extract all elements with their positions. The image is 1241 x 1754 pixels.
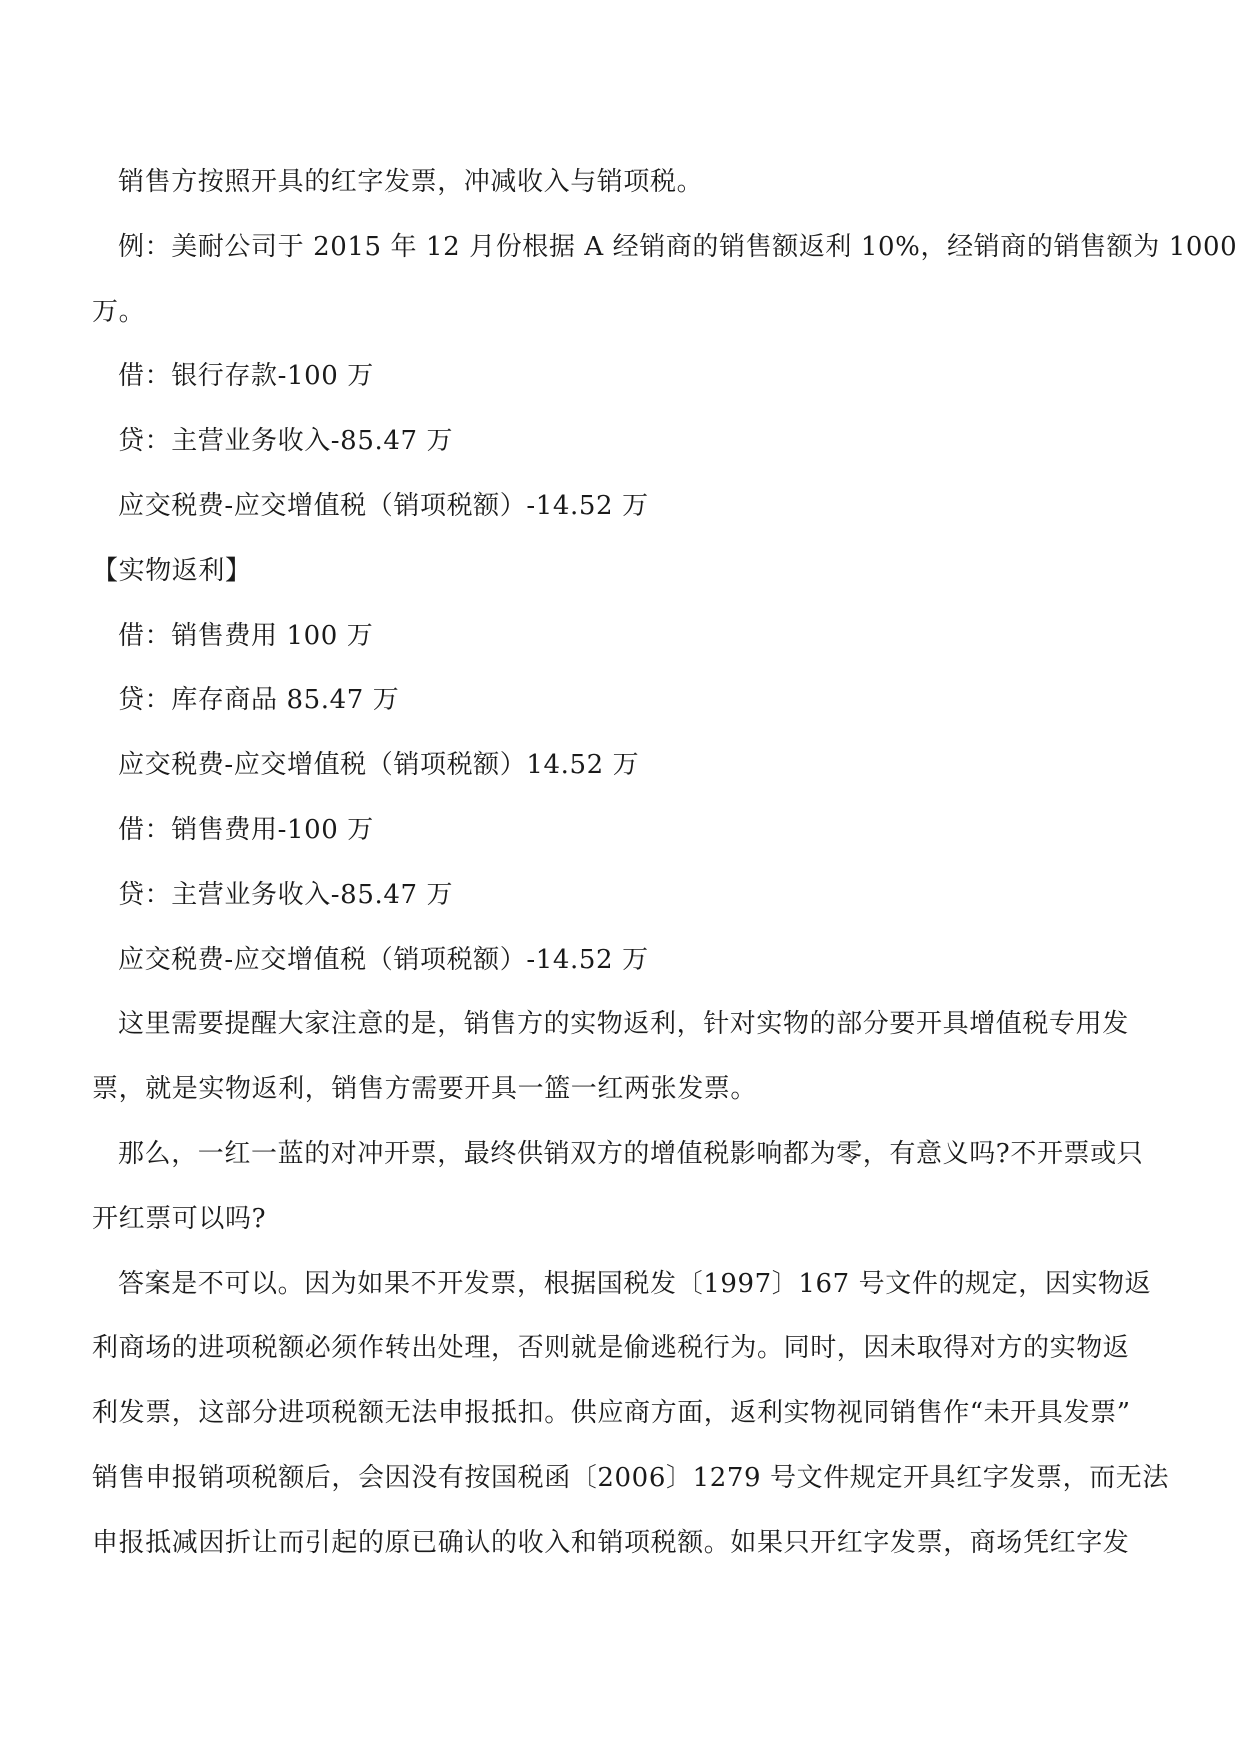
paragraph-line: 申报抵减因折让而引起的原已确认的收入和销项税额。如果只开红字发票，商场凭红字发 [92,1527,1130,1558]
journal-entry-credit [92,863,1149,928]
paragraph-line: 应交税费-应交增值税（销项税额）-14.52 万 [118,490,649,521]
paragraph-line: 贷：主营业务收入-85.47 万 [118,879,454,910]
journal-entry-tax [92,474,1149,539]
journal-entry-credit [92,409,1149,474]
journal-entry-debit [92,798,1149,863]
journal-entry-credit [92,668,1149,733]
paragraph-line: 销售方按照开具的红字发票，冲减收入与销项税。 [118,167,704,197]
paragraph-line: 万。 [92,296,146,327]
paragraph-line: 利发票，这部分进项税额无法申报抵扣。供应商方面，返利实物视同销售作“未开具发票” [92,1398,1131,1429]
paragraph-line: 开红票可以吗? [92,1203,267,1234]
paragraph-line: 应交税费-应交增值税（销项税额）14.52 万 [118,750,640,781]
paragraph-line: 这里需要提醒大家注意的是，销售方的实物返利，针对实物的部分要开具增值税专用发 [118,1009,1129,1040]
paragraph-line: 借：银行存款-100 万 [118,361,374,392]
paragraph-line: 利商场的进项税额必须作转出处理，否则就是偷逃税行为。同时，因未取得对方的实物返 [92,1333,1130,1364]
paragraph-line: 借：销售费用 100 万 [118,620,374,651]
paragraph [92,1122,1149,1252]
paragraph-line: 票，就是实物返利，销售方需要开具一篮一红两张发票。 [92,1074,758,1105]
journal-entry-tax [92,928,1149,993]
section-heading [92,539,1149,604]
journal-entry-tax [92,733,1149,798]
journal-entry-debit [92,604,1149,669]
paragraph [92,1252,1170,1576]
paragraph-line: 贷：主营业务收入-85.47 万 [118,426,454,457]
paragraph-line: 答案是不可以。因为如果不开发票，根据国税发〔1997〕167 号文件的规定，因实物返 [118,1268,1152,1299]
paragraph-example [92,215,1238,345]
paragraph [92,992,1149,1122]
paragraph [92,150,1149,215]
journal-entry-debit [92,344,1149,409]
paragraph-line: 应交税费-应交增值税（销项税额）-14.52 万 [118,944,649,975]
paragraph-line: 销售申报销项税额后，会因没有按国税函〔2006〕1279 号文件规定开具红字发票，而无法 [92,1462,1170,1493]
paragraph-line: 例：美耐公司于 2015 年 12 月份根据 A 经销商的销售额返利 10%，经销商的销售额为 1000 [118,231,1238,262]
paragraph-line: 那么，一红一蓝的对冲开票，最终供销双方的增值税影响都为零，有意义吗?不开票或只 [118,1138,1144,1169]
paragraph-line: 借：销售费用-100 万 [118,814,374,845]
paragraph-line: 贷：库存商品 85.47 万 [118,685,400,716]
section-heading-text: 【实物返利】 [92,555,252,586]
